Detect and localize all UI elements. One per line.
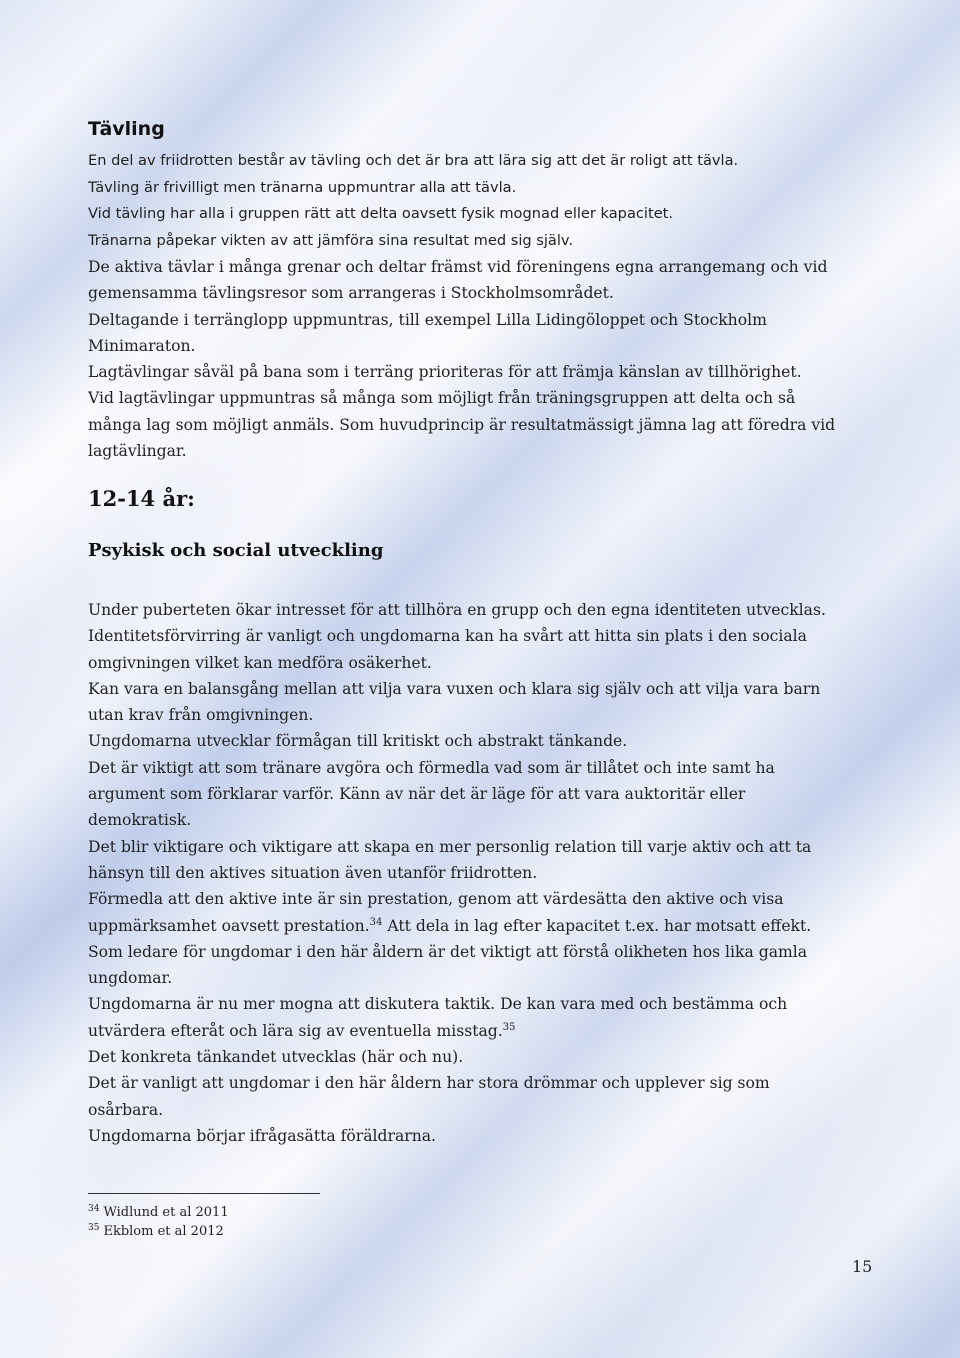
text-line: utan krav från omgivningen. (88, 706, 314, 725)
text-line: Deltagande i terränglopp uppmuntras, till exempel Lilla Lidingöloppet och Stockholm (88, 310, 767, 329)
text-line: ungdomar. (88, 969, 173, 988)
text-line: många lag som möjligt anmäls. Som huvudprincip är resultatmässigt jämna lag att föredra vid (88, 415, 836, 434)
text-line: Som ledare för ungdomar i den här åldern är det viktigt att förstå olikheten hos lika gamla (88, 942, 808, 961)
text-line: argument som förklarar varför. Känn av när det är läge för att vara auktoritär eller (88, 785, 746, 804)
text-line-with-footnote (88, 1018, 878, 1044)
footnote-34 (88, 1205, 229, 1220)
text-line: hänsyn till den aktives situation även utanför friidrotten. (88, 863, 538, 882)
development-paragraph (88, 597, 878, 1149)
text-fragment: utvärdera efteråt och lära sig av eventuella misstag. (88, 1021, 503, 1040)
text-line: Det blir viktigare och viktigare att skapa en mer personlig relation till varje aktiv och att ta (88, 837, 812, 856)
text-line: Ungdomarna är nu mer mogna att diskutera taktik. De kan vara med och bestämma och (88, 995, 788, 1014)
text-line: gemensamma tävlingsresor som arrangeras i Stockholmsområdet. (88, 284, 614, 303)
text-line: Vid lagtävlingar uppmuntras så många som möjligt från träningsgruppen att delta och så (88, 389, 796, 408)
document-page (88, 0, 878, 1358)
text-line: Ungdomarna börjar ifrågasätta föräldrarna. (88, 1126, 436, 1145)
text-fragment: uppmärksamhet oavsett prestation. (88, 916, 370, 935)
text-line: demokratisk. (88, 811, 192, 830)
text-line: Ungdomarna utvecklar förmågan till kritiskt och abstrakt tänkande. (88, 732, 628, 751)
text-line-with-footnote (88, 913, 878, 939)
page-number: 15 (852, 1257, 873, 1276)
text-line: Det är vanligt att ungdomar i den här åldern har stora drömmar och upplever sig som (88, 1074, 770, 1093)
text-line: Det är viktigt att som tränare avgöra och förmedla vad som är tillåtet och inte samt ha (88, 758, 775, 777)
text-line: Förmedla att den aktive inte är sin prestation, genom att värdesätta den aktive och visa (88, 890, 784, 909)
text-line: Minimaraton. (88, 336, 196, 355)
footnote-divider (88, 1193, 320, 1194)
text-line: Det konkreta tänkandet utvecklas (här och nu). (88, 1048, 464, 1067)
subsection-heading: Psykisk och social utveckling (88, 540, 384, 561)
text-line: omgivningen vilket kan medföra osäkerhet. (88, 653, 432, 672)
section-heading-tavling: Tävling (88, 118, 165, 140)
text-line: lagtävlingar. (88, 442, 187, 461)
text-line: Identitetsförvirring är vanligt och ungdomarna kan ha svårt att hitta sin plats i den sociala (88, 627, 807, 646)
footnote-number: 35 (88, 1222, 100, 1233)
text-line: Kan vara en balansgång mellan att vilja vara vuxen och klara sig själv och att vilja vara barn (88, 679, 821, 698)
text-line: osårbara. (88, 1100, 164, 1119)
text-line: Tränarna påpekar vikten av att jämföra sina resultat med sig själv. (88, 231, 574, 249)
tavling-details-paragraph (88, 254, 878, 464)
footnote-number: 34 (88, 1203, 100, 1214)
footnote-marker[interactable]: 35 (502, 1021, 516, 1033)
text-line: Lagtävlingar såväl på bana som i terräng prioriteras för att främja känslan av tillhörighet. (88, 363, 802, 382)
tavling-intro-paragraph (88, 148, 738, 254)
text-line: Vid tävling har alla i gruppen rätt att delta oavsett fysik mognad eller kapacitet. (88, 205, 674, 222)
text-fragment: Att dela in lag efter kapacitet t.ex. har motsatt effekt. (382, 916, 812, 935)
age-group-heading: 12-14 år: (88, 486, 195, 511)
footnote-text: Widlund et al 2011 (103, 1205, 229, 1220)
text-line: En del av friidrotten består av tävling och det är bra att lära sig att det är roligt att tävla. (88, 152, 739, 169)
footnote-marker[interactable]: 34 (369, 916, 383, 928)
text-line: De aktiva tävlar i många grenar och deltar främst vid föreningens egna arrangemang och vid (88, 258, 828, 276)
footnote-35 (88, 1224, 224, 1239)
text-line: Under puberteten ökar intresset för att tillhöra en grupp och den egna identiteten utvecklas. (88, 601, 826, 619)
text-line: Tävling är frivilligt men tränarna uppmuntrar alla att tävla. (88, 178, 517, 196)
footnote-text: Ekblom et al 2012 (103, 1224, 224, 1239)
